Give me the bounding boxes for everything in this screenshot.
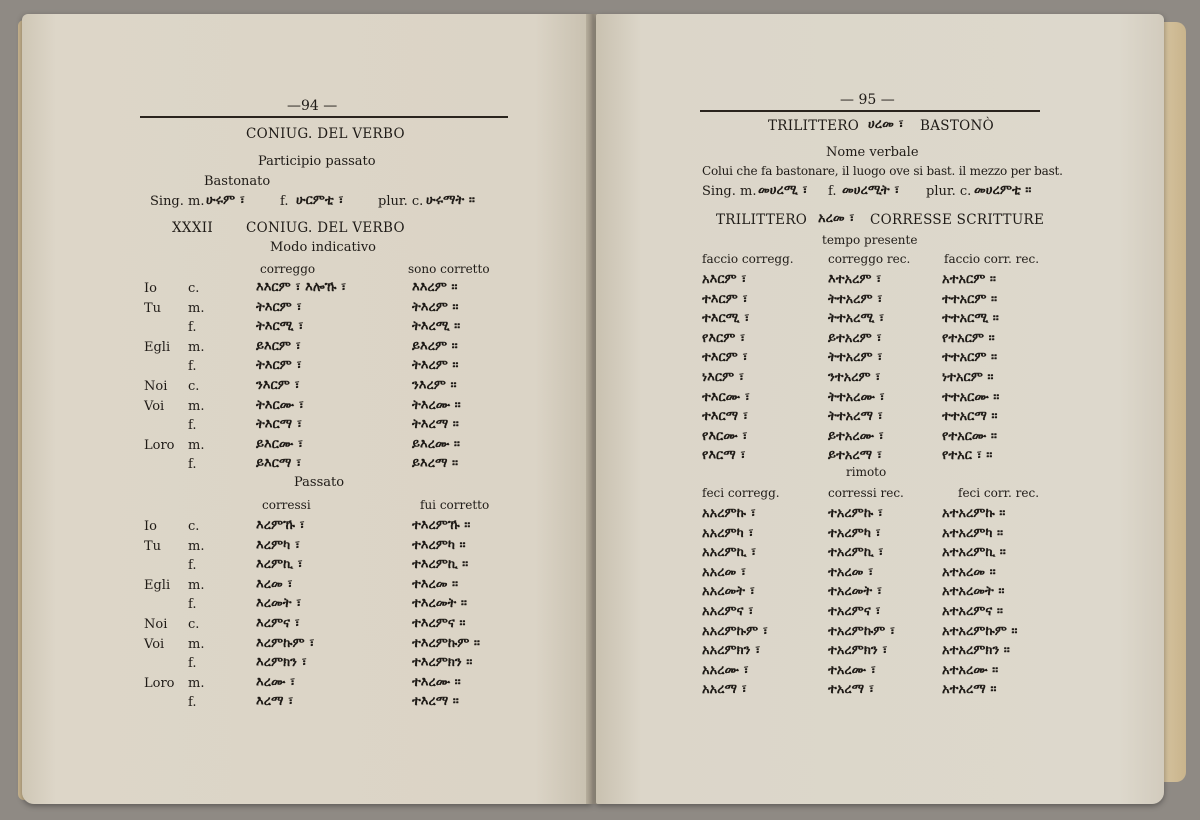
passive-form: ተእረመ ።	[412, 576, 459, 592]
form-col-3: የተአርሙ ።	[942, 428, 997, 444]
passive-form: ትእረማ ።	[412, 417, 459, 433]
active-form: እረምኹ ፣	[256, 518, 305, 533]
active-form: ይእርሙ ፣	[256, 436, 304, 452]
form-col-3: ተተአርሚ ።	[942, 311, 999, 327]
form-col-2: ተአረምክን ፣	[828, 643, 888, 659]
form-col-2: ተአረሙ ፣	[828, 662, 876, 678]
passive-form: ተእረማ ።	[412, 694, 459, 710]
form-col-2: ይተአረሙ ፣	[828, 428, 884, 444]
gender-label: f.	[188, 656, 197, 672]
form-col-3: ተተአርማ ።	[942, 409, 998, 425]
active-form: ይእርም ፣	[256, 338, 301, 354]
passive-form: ይእረም ።	[412, 338, 458, 354]
col-header-correggo: correggo	[260, 262, 316, 276]
active-form: እረምኩም ፣	[256, 635, 315, 651]
form-col-2: ተአረምኩ ፣	[828, 506, 883, 521]
passive-form: ተእረምካ ።	[412, 537, 466, 553]
nome-plur-form: መሀረምቲ ።	[974, 183, 1032, 198]
form-col-2: ይተአረማ ፣	[828, 448, 883, 464]
trilittero-label: TRILITTERO	[768, 118, 860, 134]
form-col-2: ተአረማ ፣	[828, 682, 875, 698]
form-col-1: ተእርማ ፣	[702, 409, 749, 425]
gender-label: f.	[188, 457, 197, 473]
active-form: ትእርም ፣	[256, 299, 302, 315]
passato-title: Passato	[294, 475, 345, 490]
gender-label: m.	[188, 437, 205, 453]
gender-label: f.	[188, 558, 197, 574]
nome-f-form: መሀረሚት ፣	[842, 183, 900, 198]
right-page	[596, 14, 1164, 804]
passive-form: እእረም ።	[412, 280, 458, 295]
form-col-1: አአረምና ፣	[702, 604, 754, 619]
header-rule	[700, 110, 1040, 112]
gender-label: m.	[188, 538, 205, 554]
col-header-correggo-rec: correggo rec.	[828, 252, 911, 266]
form-col-1: የእርሙ ፣	[702, 428, 748, 444]
section-heading: CONIUG. DEL VERBO	[246, 126, 405, 142]
form-col-3: አተአረምኩ ።	[942, 506, 1006, 521]
active-form: ትእርሚ ፣	[256, 319, 304, 335]
active-form: እረመ ፣	[256, 576, 293, 592]
trilittero2-root: አረመ ፣	[818, 211, 855, 226]
nome-sing-form: መሀረሚ ፣	[758, 183, 808, 198]
form-col-2: ተአረመ ፣	[828, 564, 874, 580]
passive-form: ትእረም ።	[412, 358, 459, 374]
active-form: እረምክን ፣	[256, 655, 307, 671]
form-col-2: ይተአረም ፣	[828, 330, 882, 346]
form-col-2: ንተአረም ፣	[828, 370, 881, 385]
page-number: —94 —	[287, 98, 338, 114]
form-col-3: ተተአርም ።	[942, 291, 998, 307]
pronoun: Io	[144, 519, 157, 534]
pronoun: Egli	[144, 339, 171, 355]
form-col-2: ትተአረም ፣	[828, 291, 883, 307]
passive-form: ተእረምኪ ።	[412, 557, 469, 573]
pronoun: Tu	[144, 538, 162, 554]
pronoun: Loro	[144, 437, 175, 453]
passive-form: ይእረሙ ።	[412, 436, 460, 452]
gender-label: m.	[188, 398, 205, 414]
form-col-1: የእርማ ፣	[702, 448, 746, 464]
gender-label: c.	[188, 281, 200, 296]
col-header-feci-corr-rec: feci corr. rec.	[958, 486, 1040, 500]
gender-label: c.	[188, 617, 200, 632]
participle-plur-label: plur. c.	[378, 194, 424, 209]
trilittero2-label: TRILITTERO	[716, 212, 808, 228]
col-header-faccio-corregg: faccio corregg.	[702, 252, 794, 266]
form-col-2: ትተአረሚ ፣	[828, 311, 885, 327]
passive-form: ትእረሙ ።	[412, 397, 461, 413]
passive-form: ተእረምኹ ።	[412, 518, 471, 533]
trilittero-gloss: BASTONÒ	[920, 118, 994, 134]
form-col-1: ነእርም ፣	[702, 370, 745, 385]
form-col-1: አአረማ ፣	[702, 682, 747, 698]
form-col-3: አተአርም ።	[942, 272, 996, 287]
active-form: ትእርም ፣	[256, 358, 302, 374]
gender-label: m.	[188, 300, 205, 316]
form-col-1: ተእርሚ ፣	[702, 311, 750, 327]
passive-form: ተእረምኩም ።	[412, 635, 480, 651]
gender-label: f.	[188, 359, 197, 375]
active-form: እእርም ፣ እሎኹ ፣	[256, 280, 347, 295]
form-col-1: ተእርም ፣	[702, 350, 748, 366]
form-col-1: አአረመት ፣	[702, 584, 755, 600]
form-col-2: ተአረመት ፣	[828, 584, 883, 600]
form-col-3: ነተአርም ።	[942, 370, 994, 385]
mode-title: Modo indicativo	[270, 240, 377, 255]
col-header-corressi-rec: corressi rec.	[828, 486, 904, 500]
passive-form: ተእረምና ።	[412, 616, 466, 631]
passive-form: ተእረምክን ።	[412, 655, 473, 671]
participle-sing-label: Sing. m.	[150, 194, 205, 209]
left-page	[22, 14, 592, 804]
form-col-1: አአረምኩ ፣	[702, 506, 756, 521]
form-col-1: አአረምኩም ፣	[702, 623, 768, 639]
col-header-sono-corretto: sono corretto	[408, 262, 490, 276]
form-col-2: ትተአረማ ፣	[828, 409, 883, 425]
gender-label: f.	[188, 597, 197, 613]
gender-label: f.	[188, 418, 197, 434]
active-form: ይእርማ ፣	[256, 456, 302, 472]
section-number: XXXII	[172, 220, 213, 236]
form-col-3: አተአረምካ ።	[942, 525, 1004, 541]
gender-label: c.	[188, 519, 200, 534]
passive-form: ንእረም ።	[412, 378, 457, 393]
nome-verbale-gloss: Colui che fa bastonare, il luogo ove si bast. il mezzo per bast.	[702, 164, 1063, 178]
pronoun: Noi	[144, 617, 168, 632]
form-col-3: አተአረመ ።	[942, 564, 996, 580]
tempo-presente-title: tempo presente	[822, 233, 918, 247]
trilittero2-gloss: CORRESSE SCRITTURE	[870, 212, 1045, 228]
active-form: ንእርም ፣	[256, 378, 300, 393]
nome-plur-label: plur. c.	[926, 184, 972, 199]
form-col-3: የተአርም ።	[942, 330, 995, 346]
pronoun: Voi	[144, 398, 165, 414]
gender-label: m.	[188, 675, 205, 691]
form-col-3: አተአረሙ ።	[942, 662, 999, 678]
header-rule	[140, 116, 508, 118]
pronoun: Loro	[144, 675, 175, 691]
form-col-1: አአረሙ ፣	[702, 662, 749, 678]
form-col-3: አተአረምኪ ።	[942, 545, 1006, 561]
form-col-1: ተእርሙ ፣	[702, 389, 750, 405]
pronoun: Io	[144, 281, 157, 296]
nome-f-label: f.	[828, 184, 837, 199]
form-col-3: የተአር ፣ ።	[942, 448, 993, 464]
page-number: — 95 —	[840, 92, 895, 108]
passive-form: ትእረም ።	[412, 299, 459, 315]
passive-form: ተእረመት ።	[412, 596, 467, 612]
participle-f-form: ሁርምቲ ፣	[296, 193, 344, 208]
col-header-fui-corretto: fui corretto	[420, 498, 490, 512]
nome-sing-label: Sing. m.	[702, 184, 757, 199]
gender-label: c.	[188, 379, 200, 394]
active-form: እረሙ ፣	[256, 674, 296, 690]
form-col-1: አአረምክን ፣	[702, 643, 761, 659]
form-col-3: አተአረምና ።	[942, 604, 1003, 619]
form-col-2: ተአረምኩም ፣	[828, 623, 896, 639]
participle-plur-form: ሁሩማት ።	[426, 193, 475, 208]
active-form: እረመት ፣	[256, 596, 302, 612]
gender-label: m.	[188, 577, 205, 593]
participle-gloss: Bastonato	[204, 174, 271, 189]
form-col-3: አተአረምክን ።	[942, 643, 1010, 659]
col-header-feci-corregg: feci corregg.	[702, 486, 780, 500]
form-col-2: ተአረምኪ ፣	[828, 545, 884, 561]
form-col-1: አአረምኪ ፣	[702, 545, 757, 561]
form-col-3: አተአረምኩም ።	[942, 623, 1018, 639]
passive-form: ትእረሚ ።	[412, 319, 461, 335]
form-col-3: ተተአርሙ ።	[942, 389, 1000, 405]
form-col-2: ተአረምና ፣	[828, 604, 881, 619]
form-col-3: አተአረመት ።	[942, 584, 1005, 600]
form-col-1: አአረምካ ፣	[702, 525, 754, 541]
col-header-corressi: corressi	[262, 498, 311, 512]
active-form: እረምካ ፣	[256, 537, 301, 553]
passive-form: ተእረሙ ።	[412, 674, 461, 690]
gender-label: m.	[188, 339, 205, 355]
active-form: ትእርሙ ፣	[256, 397, 304, 413]
form-col-3: አተአረማ ።	[942, 682, 997, 698]
pronoun: Tu	[144, 300, 162, 316]
form-col-1: አእርም ፣	[702, 272, 747, 287]
form-col-2: ትተአረም ፣	[828, 350, 883, 366]
gender-label: f.	[188, 320, 197, 336]
active-form: ትእርማ ፣	[256, 417, 303, 433]
form-col-1: አአረመ ፣	[702, 564, 747, 580]
pronoun: Noi	[144, 379, 168, 394]
rimoto-title: rimoto	[846, 465, 887, 479]
form-col-2: ተአረምካ ፣	[828, 525, 881, 541]
form-col-2: እተአረም ፣	[828, 272, 882, 287]
active-form: እረምኪ ፣	[256, 557, 303, 573]
gender-label: f.	[188, 695, 197, 711]
pronoun: Egli	[144, 577, 171, 593]
gender-label: m.	[188, 636, 205, 652]
participle-title: Participio passato	[258, 154, 376, 169]
trilittero-root: ሀረመ ፣	[868, 117, 904, 132]
col-header-faccio-corr-rec: faccio corr. rec.	[944, 252, 1040, 266]
form-col-1: ተእርም ፣	[702, 291, 748, 307]
section-heading-2: CONIUG. DEL VERBO	[246, 220, 405, 236]
pronoun: Voi	[144, 636, 165, 652]
participle-sing-form: ሁሩም ፣	[206, 193, 246, 208]
nome-verbale-title: Nome verbale	[826, 145, 919, 160]
form-col-3: ተተአርም ።	[942, 350, 998, 366]
form-col-1: የእርም ፣	[702, 330, 746, 346]
participle-f-label: f.	[280, 194, 289, 209]
form-col-2: ትተአረሙ ፣	[828, 389, 885, 405]
active-form: እረማ ፣	[256, 694, 294, 710]
active-form: እረምና ፣	[256, 616, 300, 631]
passive-form: ይእረማ ።	[412, 456, 459, 472]
